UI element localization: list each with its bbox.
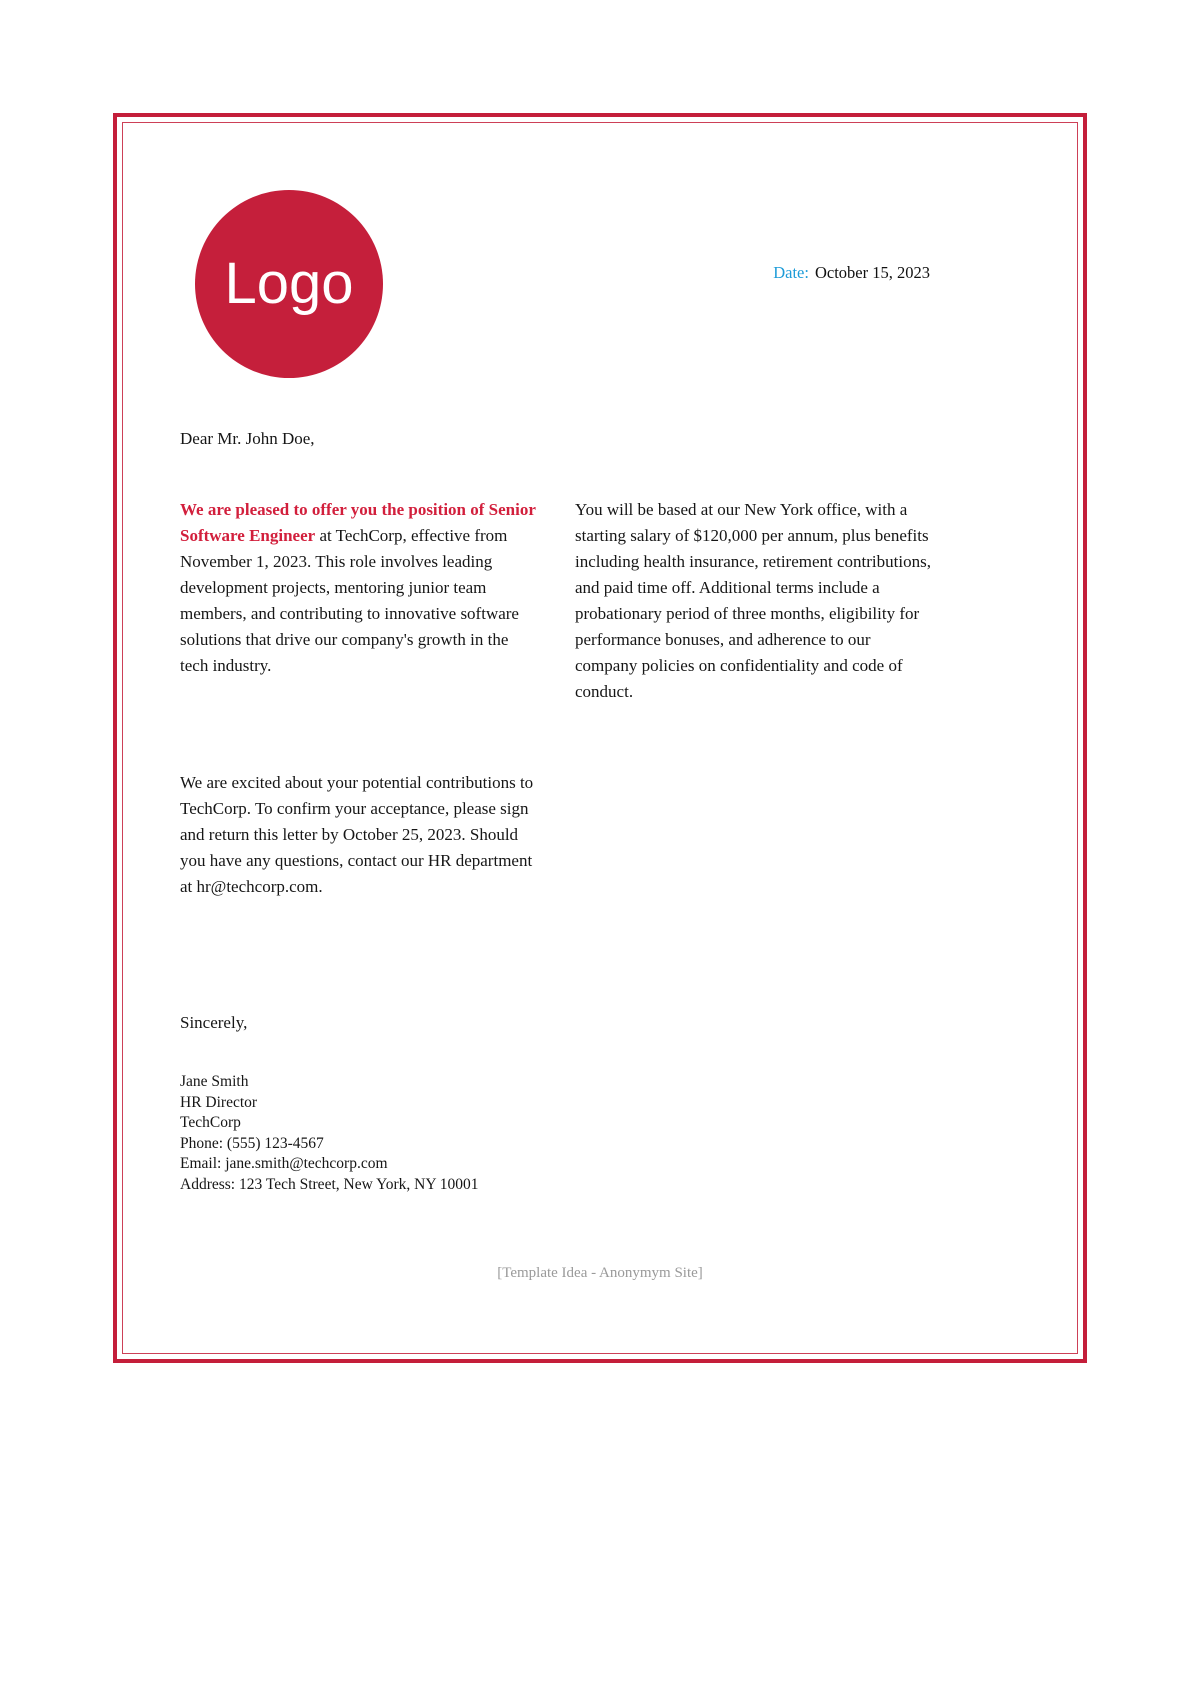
signature-phone: Phone: (555) 123-4567 bbox=[180, 1134, 324, 1152]
date-label: Date: bbox=[773, 263, 809, 282]
offer-paragraph bbox=[180, 497, 536, 679]
offer-rest-text: at TechCorp, effective from November 1, 2023. This role involves leading development projects, mentoring junior team members, and contributing to innovative software solutions that drive our company's growth in the tech industry. bbox=[180, 526, 519, 675]
offer-highlight-text: We are pleased to offer you the position of Senior Software Engineer bbox=[180, 500, 536, 545]
letter-border bbox=[113, 113, 1087, 1363]
closing: Sincerely, bbox=[180, 1013, 248, 1032]
signature-title: HR Director bbox=[180, 1093, 258, 1111]
date-value: October 15, 2023 bbox=[814, 263, 930, 282]
signature-block bbox=[180, 1072, 479, 1195]
date-line bbox=[117, 263, 930, 283]
signature-name: Jane Smith bbox=[180, 1073, 249, 1090]
signature-company: TechCorp bbox=[180, 1114, 241, 1131]
acceptance-paragraph: We are excited about your potential contributions to TechCorp. To confirm your acceptance, please sign and return this letter by October 25, 2023. Should you have any questions, contact our HR department at hr@techcorp.com. bbox=[180, 773, 534, 896]
logo-text: Logo bbox=[224, 251, 354, 316]
salutation: Dear Mr. John Doe, bbox=[180, 429, 315, 448]
signature-address: Address: 123 Tech Street, New York, NY 10001 bbox=[180, 1175, 479, 1193]
terms-paragraph: You will be based at our New York office, with a starting salary of $120,000 per annum, plus benefits including health insurance, retirement contributions, and paid time off. Additional terms include a probationary period of three months, eligibility for performance bonuses, and adherence to our company policies on confidentiality and code of conduct. bbox=[575, 500, 931, 701]
footer-note: [Template Idea - Anonymym Site] bbox=[497, 1265, 703, 1281]
signature-email: Email: jane.smith@techcorp.com bbox=[180, 1155, 388, 1172]
company-logo bbox=[195, 190, 383, 378]
